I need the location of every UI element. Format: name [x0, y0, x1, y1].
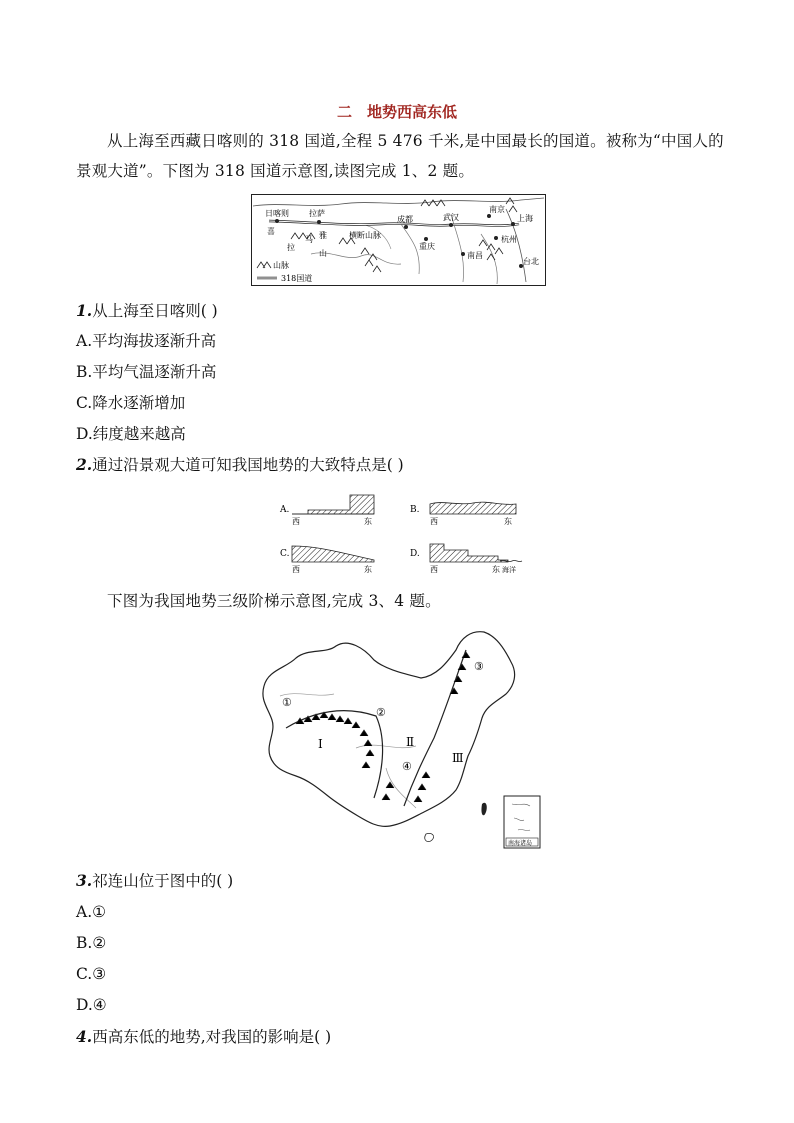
question-number: 1. [76, 301, 93, 320]
city-label: 武汉 [443, 213, 459, 222]
profile-d[interactable] [410, 544, 522, 574]
question-2 [76, 454, 404, 476]
legend-road-label: 318国道 [281, 274, 313, 283]
question-text: 通过沿景观大道可知我国地势的大致特点是( ) [92, 456, 404, 474]
city-label: 上海 [517, 214, 533, 223]
question-3 [76, 870, 233, 892]
profile-c[interactable] [280, 546, 374, 574]
mountain-label: 拉 [287, 243, 295, 252]
mark-1: ① [282, 696, 292, 709]
q3-option-a[interactable]: A.① [76, 903, 107, 921]
mark-4: ④ [402, 760, 412, 773]
intro-318-paragraph: 从上海至西藏日喀则的 318 国道,全程 5 476 千米,是中国最长的国道。被称为“中国人的景观大道”。下图为 318 国道示意图,读图完成 1、2 题。 [76, 132, 724, 180]
city-label: 重庆 [419, 242, 435, 251]
step-2-label: Ⅱ [406, 735, 415, 749]
profile-b[interactable] [410, 502, 516, 526]
inset-label: 南海诸岛 [508, 840, 533, 847]
city-label: 成都 [397, 215, 413, 224]
q1-option-b[interactable]: B.平均气温逐渐升高 [76, 363, 217, 381]
intro-steps-paragraph: 下图为我国地势三级阶梯示意图,完成 3、4 题。 [107, 592, 441, 610]
q3-option-c[interactable]: C.③ [76, 965, 107, 983]
profile-sea-label: 海洋 [502, 566, 516, 574]
mountain-label: 雅 [319, 231, 327, 240]
city-label: 拉萨 [309, 209, 325, 218]
q1-option-d[interactable]: D.纬度越来越高 [76, 425, 186, 443]
profile-a[interactable] [279, 495, 374, 526]
q3-option-b[interactable]: B.② [76, 934, 107, 952]
question-4 [76, 1026, 331, 1048]
mountain-label: 山 [319, 249, 327, 258]
city-label: 日喀则 [265, 209, 289, 218]
step-1-label: Ⅰ [318, 737, 323, 751]
mark-2: ② [376, 706, 386, 719]
city-label: 杭州 [501, 235, 517, 244]
question-number: 2. [76, 455, 93, 474]
question-text: 祁连山位于图中的( ) [92, 872, 234, 890]
mountain-label: 喜 [267, 227, 275, 236]
section-title: 二 地势西高东低 [336, 103, 457, 121]
question-number: 3. [76, 871, 93, 890]
question-text: 西高东低的地势,对我国的影响是( ) [92, 1028, 332, 1046]
route-318-map [251, 194, 546, 286]
profile-label: D. [410, 549, 420, 559]
city-label: 台北 [523, 257, 539, 266]
profile-east-label: 东 [492, 565, 500, 574]
question-text: 从上海至日喀则( ) [92, 302, 218, 320]
city-label: 南京 [489, 205, 505, 214]
step-3-label: Ⅲ [452, 751, 464, 765]
profile-label: A. [280, 505, 290, 515]
profile-west-label: 西 [430, 565, 438, 574]
profile-east-label: 东 [504, 517, 512, 526]
profile-label: B. [410, 505, 420, 515]
profile-east-label: 东 [364, 565, 372, 574]
terrain-steps-map [256, 628, 546, 853]
q1-option-a[interactable]: A.平均海拔逐渐升高 [76, 332, 217, 350]
mountain-label: 横断山脉 [349, 231, 381, 240]
question-1 [76, 300, 218, 322]
profile-west-label: 西 [430, 517, 438, 526]
profile-west-label: 西 [292, 517, 300, 526]
q1-option-c[interactable]: C.降水逐渐增加 [76, 394, 186, 412]
profile-west-label: 西 [292, 565, 300, 574]
legend-mountain-label: 山脉 [273, 261, 289, 270]
profile-east-label: 东 [364, 517, 372, 526]
city-label: 南昌 [467, 251, 483, 260]
q3-option-d[interactable]: D.④ [76, 996, 107, 1014]
question-number: 4. [76, 1027, 93, 1046]
mountain-label: 马 [305, 235, 313, 244]
mark-3: ③ [474, 660, 484, 673]
terrain-profiles [278, 490, 528, 580]
profile-label: C. [280, 549, 290, 559]
